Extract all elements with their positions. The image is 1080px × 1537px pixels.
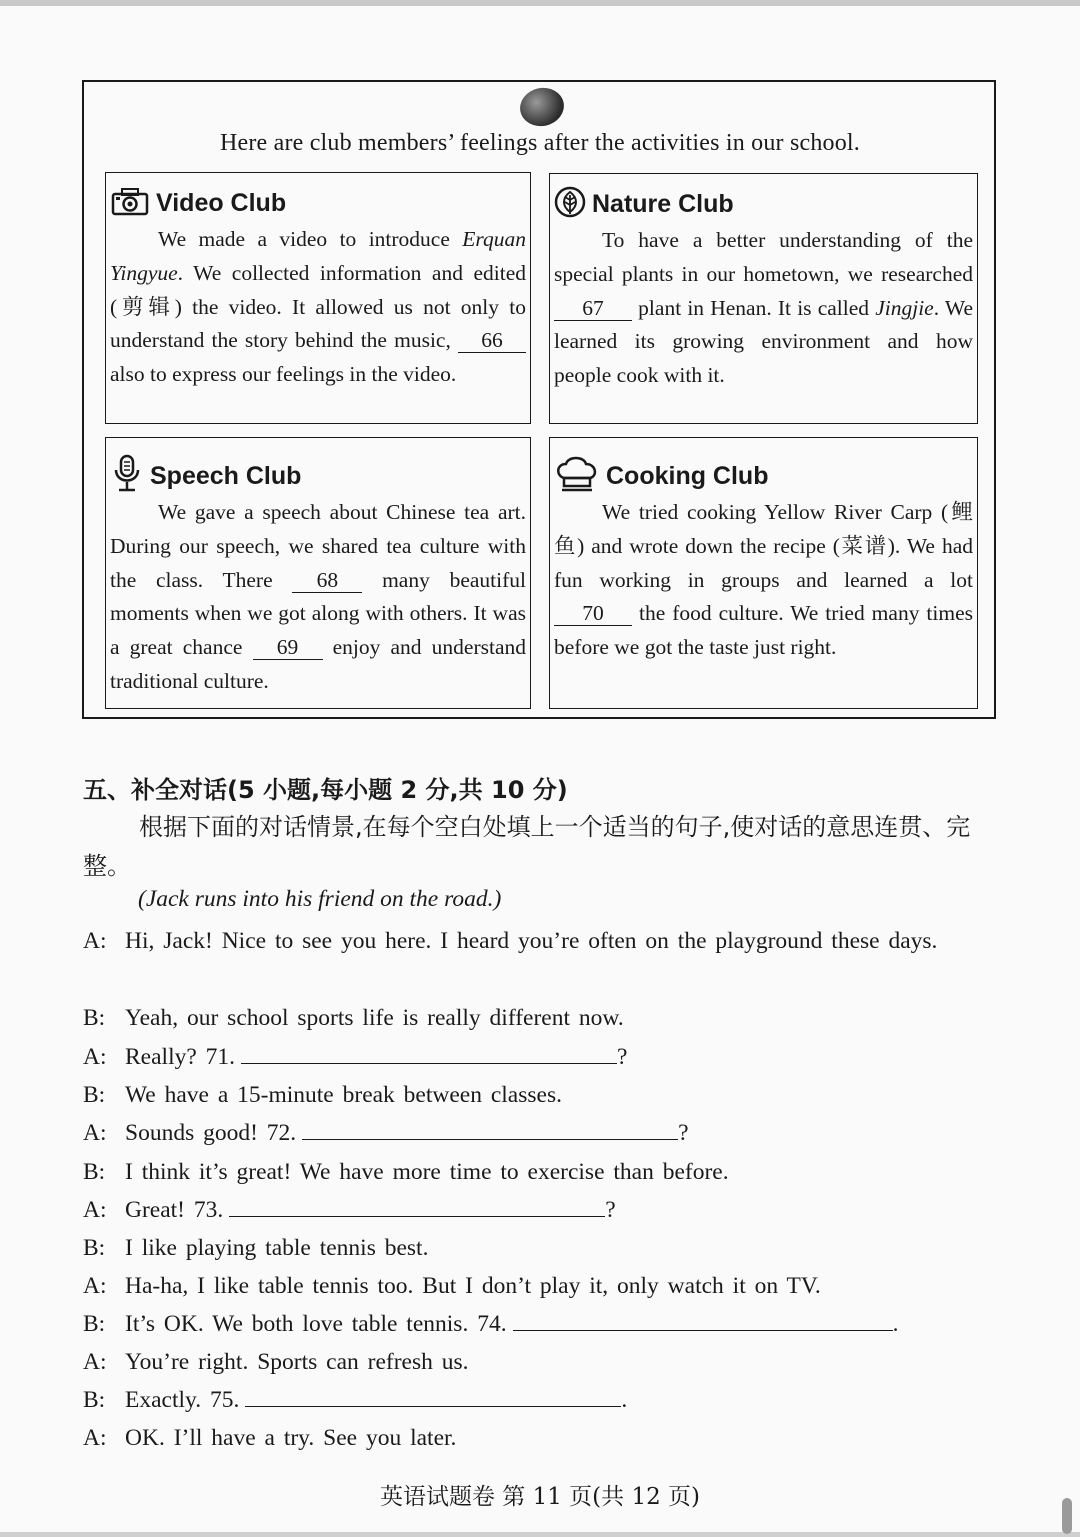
dialogue-line [83,1153,1003,1192]
nature-club-card [549,173,978,424]
microphone-icon [110,454,144,499]
dialogue-line [83,1229,1003,1268]
bottom-edge [0,1532,1080,1537]
speech-club-text: We gave a speech about Chinese tea art. During our speech, we shared tea culture with the class. There 68 many beautiful moments when we got along with others. It was a great chance 69 enjoy and understand traditional culture. [110,500,526,693]
blank-punctuation: ? [678,1120,689,1146]
speech-club-card [105,437,531,709]
speaker-label: B: [83,1159,106,1185]
dialogue-line [83,1305,1003,1344]
video-club-card [105,172,531,424]
nature-club-title: Nature Club [592,189,734,218]
page-footer: 英语试题卷 第 11 页(共 12 页) [379,1484,701,1510]
blank-69[interactable]: 69 [253,635,323,660]
blank-70[interactable]: 70 [554,601,632,626]
nature-club-text: To have a better understanding of the special plants in our hometown, we researched 67 plant in Henan. It is called Jingjie. We learned its growing environment and how people cook with it. [554,228,973,388]
chef-hat-icon [554,454,600,499]
speech-club-title: Speech Club [150,461,302,490]
dialogue-scene: (Jack runs into his friend on the road.) [138,886,502,912]
speaker-label: B: [83,1235,106,1261]
dialogue-text: Hi, Jack! Nice to see you here. I heard you’re often on the playground these days. [125,928,938,954]
leaf-icon [554,186,586,223]
dialogue-line [83,1114,1003,1153]
dialogue-line [83,1076,1003,1115]
dialogue-text: Ha-ha, I like table tennis too. But I don’t play it, only watch it on TV. [125,1273,821,1299]
dialogue-text: Really? 71. [125,1044,236,1070]
blank-punctuation: . [621,1387,628,1413]
video-club-text: We made a video to introduce Erquan Yingyue. We collected information and edited (剪辑) the video. It allowed us not only to understand the story behind the music, 66 also to express our feelings in the video. [110,227,526,387]
dialogue-text: We have a 15-minute break between classes. [125,1082,562,1108]
blank-punctuation: ? [617,1044,628,1070]
speaker-label: A: [83,1273,107,1299]
section-title: 五、补全对话(5 小题,每小题 2 分,共 10 分) [83,776,568,804]
dialogue-text: Great! 73. [125,1197,224,1223]
speaker-label: B: [83,1005,106,1031]
video-club-title: Video Club [156,188,287,217]
speaker-label: B: [83,1082,106,1108]
speaker-label: A: [83,928,107,954]
dialogue-text: Yeah, our school sports life is really different now. [125,1005,624,1031]
dialogue-text: OK. I’ll have a try. See you later. [125,1425,457,1451]
cooking-club-card [549,437,978,709]
dialogue-line [83,922,1003,961]
scrollbar-thumb[interactable] [1062,1498,1072,1534]
answer-blank[interactable] [513,1308,893,1331]
dialogue-line [83,1343,1003,1382]
top-edge [0,0,1080,6]
dialogue-line [83,1038,1003,1077]
cooking-club-text: We tried cooking Yellow River Carp (鲤鱼) and wrote down the recipe (菜谱). We had fun working in groups and learned a lot 70 the food culture. We tried many times before we got the taste just right. [554,500,973,660]
speaker-label: A: [83,1349,107,1375]
dialogue-text: Sounds good! 72. [125,1120,297,1146]
speaker-label: A: [83,1197,107,1223]
dialogue-text: It’s OK. We both love table tennis. 74. [125,1311,507,1337]
dialogue-line [83,1381,1003,1420]
blank-66[interactable]: 66 [458,328,526,353]
dialogue-line [83,1267,1003,1306]
camera-icon [110,186,150,221]
blank-punctuation: . [892,1311,899,1337]
dialogue-line [83,999,1003,1038]
dialogue-text: I like playing table tennis best. [125,1235,429,1261]
speaker-label: B: [83,1311,106,1337]
speaker-label: A: [83,1044,107,1070]
answer-blank[interactable] [245,1384,621,1407]
speaker-label: A: [83,1425,107,1451]
answer-blank[interactable] [229,1194,605,1217]
answer-blank[interactable] [302,1117,678,1140]
blank-67[interactable]: 67 [554,296,632,321]
section-instruction: 根据下面的对话情景,在每个空白处填上一个适当的句子,使对话的意思连贯、完整。 [83,813,971,880]
dialogue-text: Exactly. 75. [125,1387,240,1413]
speaker-label: B: [83,1387,106,1413]
blank-68[interactable]: 68 [292,568,362,593]
speaker-label: A: [83,1120,107,1146]
dialogue-text: I think it’s great! We have more time to exercise than before. [125,1159,729,1185]
cooking-club-title: Cooking Club [606,461,769,490]
answer-blank[interactable] [241,1041,617,1064]
dialogue-line [83,1191,1003,1230]
intro-text: Here are club members’ feelings after the activities in our school. [219,130,861,156]
dialogue-line [83,1419,1003,1458]
blank-punctuation: ? [605,1197,616,1223]
dialogue-text: You’re right. Sports can refresh us. [125,1349,469,1375]
